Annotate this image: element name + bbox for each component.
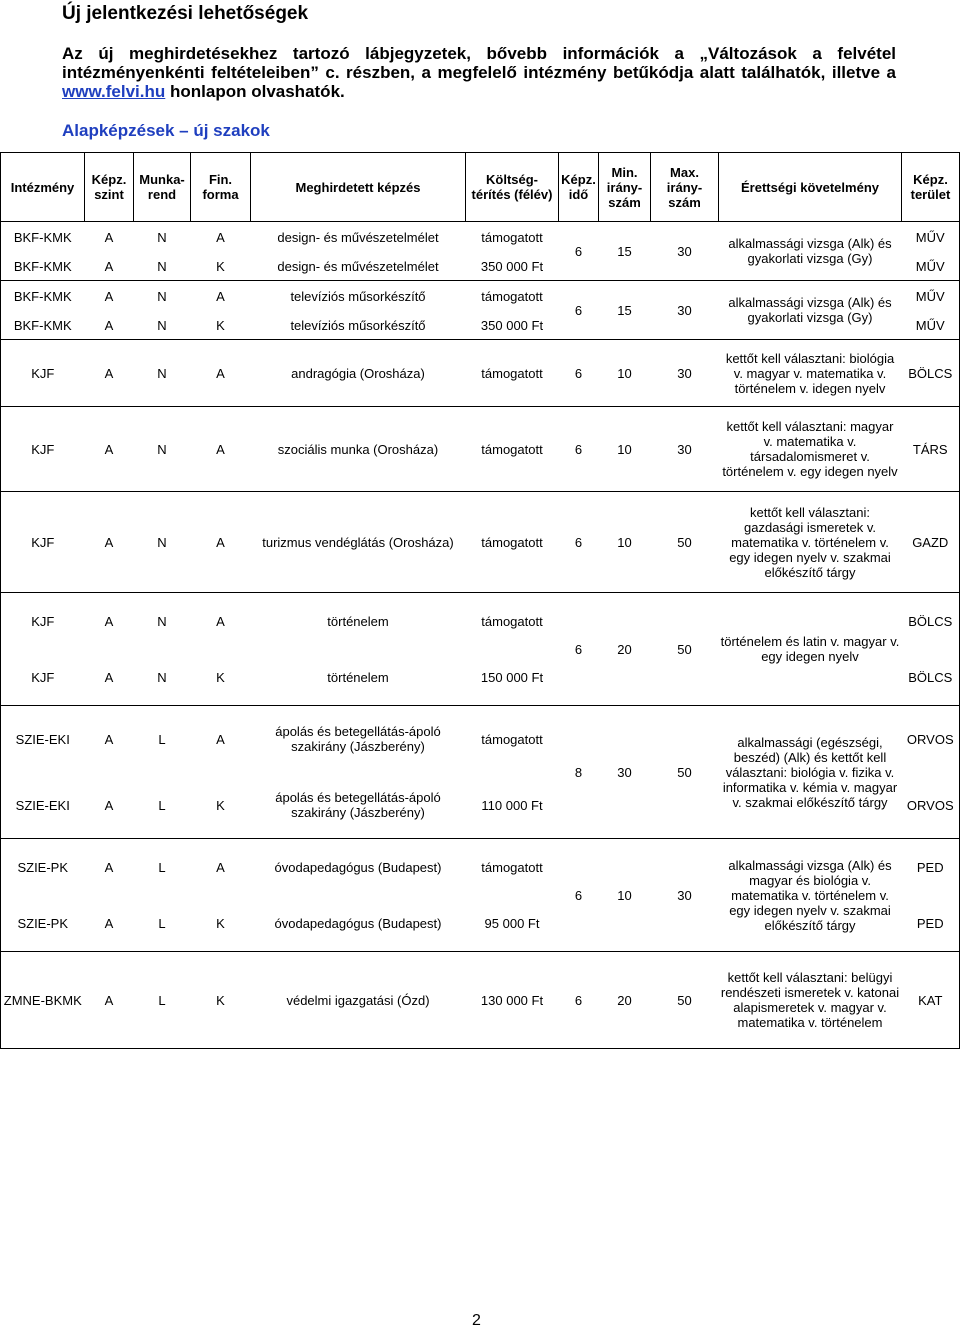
- cell-kepzes: design- és művészetelmélet: [251, 222, 466, 253]
- cell-forma: K: [216, 258, 225, 274]
- cell-koltseg: támogatott: [466, 706, 559, 773]
- cell-szint: A: [104, 258, 114, 274]
- cell-ido: 6: [559, 952, 599, 1049]
- section-subtitle: Alapképzések – új szakok: [62, 121, 270, 140]
- cell-munkarend: N: [134, 407, 191, 492]
- cell-forma: A: [191, 222, 251, 253]
- cell-munkarend: L: [158, 915, 166, 931]
- cell-kepzes: televíziós műsorkészítő: [290, 317, 426, 333]
- cell-szint: A: [85, 340, 134, 407]
- cell-kepzes: andragógia (Orosháza): [251, 340, 466, 407]
- cell-min: 10: [599, 839, 651, 952]
- header-terulet: Képz. terület: [902, 153, 960, 222]
- cell-koltseg: támogatott: [466, 222, 559, 253]
- cell-szint: A: [85, 407, 134, 492]
- cell-forma: A: [191, 492, 251, 593]
- cell-forma: A: [191, 281, 251, 312]
- cell-koltseg: 110 000 Ft: [481, 797, 543, 813]
- table-row: [1, 706, 960, 773]
- cell-max: 50: [651, 706, 719, 839]
- cell-intezmeny: KJF: [1, 492, 85, 593]
- cell-min: 15: [599, 281, 651, 340]
- cell-koltseg: támogatott: [466, 492, 559, 593]
- cell-kepzes: ápolás és betegellátás-ápoló szakirány (Jászberény): [251, 706, 466, 773]
- felvi-link[interactable]: www.felvi.hu: [62, 82, 166, 101]
- cell-kepzes: ápolás és betegellátás-ápoló szakirány (Jászberény): [275, 790, 441, 820]
- cell-intezmeny: SZIE-EKI: [1, 772, 85, 839]
- table-row: [1, 952, 960, 1049]
- table-row: [1, 407, 960, 492]
- cell-forma: K: [191, 952, 251, 1049]
- cell-kepzes: történelem: [327, 669, 389, 685]
- cell-max: 30: [651, 407, 719, 492]
- cell-min: 20: [599, 593, 651, 706]
- cell-terulet: MŰV: [902, 281, 960, 312]
- cell-forma: A: [191, 593, 251, 650]
- cell-forma: A: [191, 407, 251, 492]
- cell-munkarend: N: [134, 593, 191, 650]
- cell-koltseg: támogatott: [466, 281, 559, 312]
- cell-terulet: GAZD: [902, 492, 960, 593]
- cell-szint: A: [104, 317, 114, 333]
- cell-munkarend: N: [134, 281, 191, 312]
- cell-forma: A: [191, 706, 251, 773]
- cell-intezmeny: BKF-KMK: [1, 281, 85, 312]
- cell-munkarend: N: [157, 317, 167, 333]
- cell-szint: A: [104, 915, 114, 931]
- cell-intezmeny: KJF: [1, 593, 85, 650]
- cell-erettsegi: alkalmassági vizsga (Alk) és gyakorlati vizsga (Gy): [719, 281, 902, 340]
- cell-koltseg: támogatott: [466, 593, 559, 650]
- cell-szint: A: [85, 593, 134, 650]
- header-szint: Képz. szint: [85, 153, 134, 222]
- cell-kepzes: szociális munka (Orosháza): [251, 407, 466, 492]
- header-ido: Képz. idő: [559, 153, 599, 222]
- cell-terulet: MŰV: [902, 222, 960, 253]
- cell-erettsegi: alkalmassági vizsga (Alk) és gyakorlati vizsga (Gy): [719, 222, 902, 281]
- cell-max: 30: [651, 222, 719, 281]
- cell-munkarend: N: [134, 492, 191, 593]
- table-row: [1, 340, 960, 407]
- cell-min: 15: [599, 222, 651, 281]
- cell-koltseg: 130 000 Ft: [466, 952, 559, 1049]
- cell-min: 10: [599, 340, 651, 407]
- cell-terulet: BÖLCS: [902, 340, 960, 407]
- cell-ido: 6: [559, 839, 599, 952]
- cell-ido: 6: [559, 222, 599, 281]
- cell-intezmeny: BKF-KMK: [1, 252, 85, 281]
- cell-ido: 6: [559, 492, 599, 593]
- cell-forma: A: [191, 839, 251, 896]
- header-min: Min. irány-szám: [599, 153, 651, 222]
- header-erettsegi: Érettségi követelmény: [719, 153, 902, 222]
- cell-max: 30: [651, 340, 719, 407]
- cell-intezmeny: SZIE-PK: [1, 839, 85, 896]
- cell-kepzes: turizmus vendéglátás (Orosháza): [251, 492, 466, 593]
- cell-terulet: KAT: [902, 952, 960, 1049]
- cell-terulet: MŰV: [902, 252, 960, 281]
- cell-szint: A: [85, 492, 134, 593]
- cell-erettsegi: kettőt kell választani: biológia v. magyar v. matematika v. történelem v. idegen nyelv: [719, 340, 902, 407]
- cell-terulet: BÖLCS: [902, 649, 960, 706]
- cell-erettsegi: kettőt kell választani: gazdasági ismeretek v. matematika v. történelem v. egy idegen nyelv v. szakmai előkészítő tárgy: [719, 492, 902, 593]
- cell-forma: K: [216, 915, 225, 931]
- cell-kepzes: televíziós műsorkészítő: [251, 281, 466, 312]
- cell-terulet: BÖLCS: [902, 593, 960, 650]
- cell-szint: A: [85, 952, 134, 1049]
- cell-intezmeny: KJF: [1, 407, 85, 492]
- header-kepzes: Meghirdetett képzés: [251, 153, 466, 222]
- cell-munkarend: N: [134, 340, 191, 407]
- cell-erettsegi: történelem és latin v. magyar v. egy idegen nyelv: [719, 593, 902, 706]
- cell-terulet: MŰV: [902, 311, 960, 340]
- cell-intezmeny: ZMNE-BKMK: [1, 952, 85, 1049]
- cell-min: 20: [599, 952, 651, 1049]
- table-row: [1, 222, 960, 253]
- cell-terulet: ORVOS: [902, 706, 960, 773]
- cell-szint: A: [85, 706, 134, 773]
- cell-koltseg: támogatott: [466, 839, 559, 896]
- cell-max: 30: [651, 281, 719, 340]
- cell-max: 50: [651, 593, 719, 706]
- cell-szint: A: [104, 797, 114, 813]
- cell-terulet: TÁRS: [902, 407, 960, 492]
- cell-kepzes: óvodapedagógus (Budapest): [274, 915, 442, 931]
- intro-text-before: Az új meghirdetésekhez tartozó lábjegyzetek, bővebb információk a „Változások a felvétel intézményenkénti feltételeiben” c. részben, a megfelelő intézmény betűkódja alatt találhatók, illetve a: [62, 44, 896, 82]
- header-max: Max. irány-szám: [651, 153, 719, 222]
- cell-ido: 6: [559, 340, 599, 407]
- cell-terulet: ORVOS: [902, 772, 960, 839]
- page-title: Új jelentkezési lehetőségek: [62, 3, 309, 24]
- cell-szint: A: [104, 669, 114, 685]
- table-row: [1, 492, 960, 593]
- cell-max: 50: [651, 492, 719, 593]
- cell-max: 30: [651, 839, 719, 952]
- cell-ido: 6: [559, 593, 599, 706]
- cell-erettsegi: kettőt kell választani: magyar v. matematika v. társadalomismeret v. történelem v. egy idegen nyelv: [719, 407, 902, 492]
- header-koltseg: Költség-térítés (félév): [466, 153, 559, 222]
- cell-erettsegi: alkalmassági (egészségi, beszéd) (Alk) és kettőt kell választani: biológia v. fizika v. informatika v. kémia v. magyar v. szakmai előkészítő tárgy: [719, 706, 902, 839]
- cell-koltseg: támogatott: [466, 340, 559, 407]
- cell-koltseg: 350 000 Ft: [480, 258, 544, 274]
- header-forma: Fin. forma: [191, 153, 251, 222]
- cell-koltseg: 150 000 Ft: [480, 669, 544, 685]
- page-number: 2: [472, 1312, 481, 1329]
- cell-intezmeny: SZIE-PK: [1, 895, 85, 952]
- cell-forma: K: [216, 317, 225, 333]
- cell-kepzes: design- és művészetelmélet: [277, 258, 439, 274]
- cell-munkarend: N: [157, 669, 167, 685]
- cell-min: 10: [599, 492, 651, 593]
- intro-paragraph: [62, 44, 896, 101]
- table-header-row: [1, 153, 960, 222]
- cell-szint: A: [85, 222, 134, 253]
- cell-intezmeny: KJF: [1, 649, 85, 706]
- cell-kepzes: történelem: [251, 593, 466, 650]
- cell-intezmeny: SZIE-EKI: [1, 706, 85, 773]
- cell-ido: 6: [559, 407, 599, 492]
- cell-munkarend: L: [134, 952, 191, 1049]
- cell-ido: 6: [559, 281, 599, 340]
- cell-munkarend: L: [134, 706, 191, 773]
- cell-terulet: PED: [902, 895, 960, 952]
- cell-min: 30: [599, 706, 651, 839]
- cell-munkarend: N: [134, 222, 191, 253]
- intro-text-after: honlapon olvashatók.: [165, 82, 345, 101]
- cell-erettsegi: alkalmassági vizsga (Alk) és magyar és biológia v. matematika v. történelem v. egy idegen nyelv v. szakmai előkészítő tárgy: [719, 839, 902, 952]
- cell-koltseg: 350 000 Ft: [480, 317, 544, 333]
- cell-szint: A: [85, 839, 134, 896]
- cell-kepzes: védelmi igazgatási (Ózd): [251, 952, 466, 1049]
- header-intezmeny: Intézmény: [1, 153, 85, 222]
- cell-intezmeny: BKF-KMK: [1, 311, 85, 340]
- table-row: [1, 593, 960, 650]
- cell-erettsegi: kettőt kell választani: belügyi rendészeti ismeretek v. katonai alapismeretek v. magyar v. matematika v. történelem: [719, 952, 902, 1049]
- header-munkarend: Munka-rend: [134, 153, 191, 222]
- cell-forma: A: [191, 340, 251, 407]
- cell-koltseg: 95 000 Ft: [484, 915, 540, 931]
- cell-munkarend: L: [134, 839, 191, 896]
- cell-munkarend: L: [158, 797, 166, 813]
- cell-kepzes: óvodapedagógus (Budapest): [251, 839, 466, 896]
- cell-forma: K: [216, 797, 225, 813]
- table-row: [1, 839, 960, 896]
- cell-ido: 8: [559, 706, 599, 839]
- cell-intezmeny: BKF-KMK: [1, 222, 85, 253]
- cell-koltseg: támogatott: [466, 407, 559, 492]
- cell-forma: K: [216, 669, 225, 685]
- cell-szint: A: [85, 281, 134, 312]
- cell-min: 10: [599, 407, 651, 492]
- cell-terulet: PED: [902, 839, 960, 896]
- cell-max: 50: [651, 952, 719, 1049]
- table-row: [1, 281, 960, 312]
- cell-intezmeny: KJF: [1, 340, 85, 407]
- courses-table: [0, 152, 960, 1049]
- cell-munkarend: N: [157, 258, 167, 274]
